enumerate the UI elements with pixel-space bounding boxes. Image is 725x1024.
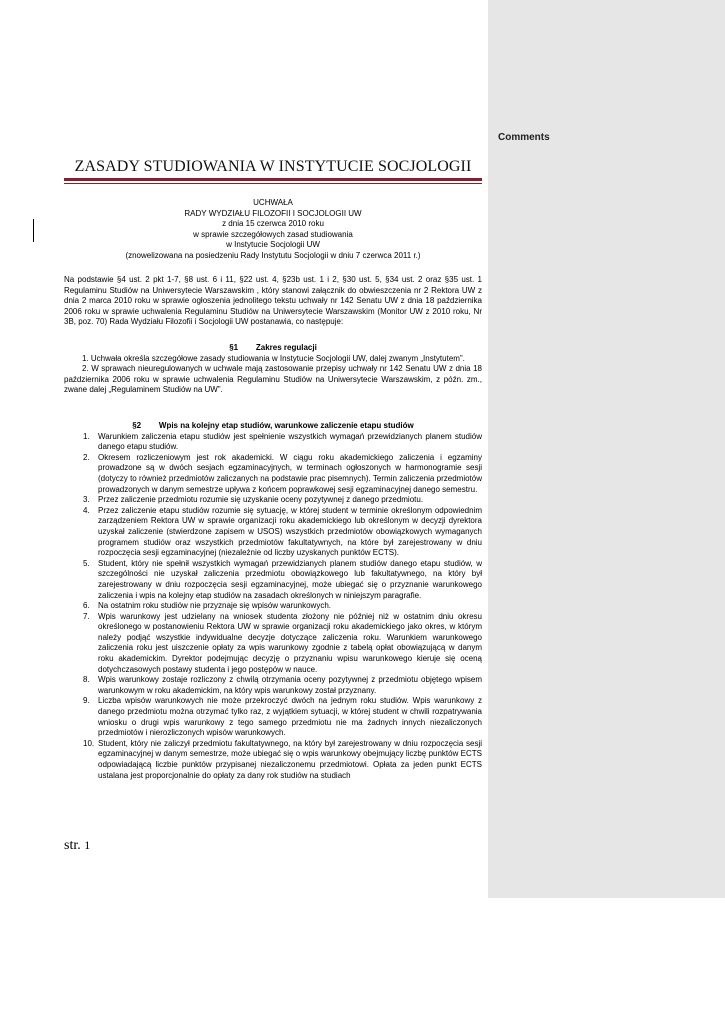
header-line: (znowelizowana na posiedzeniu Rady Instytutu Socjologii w dniu 7 czerwca 2011 r.) (125, 250, 421, 260)
list-item: 4. Przez zaliczenie etapu studiów rozumie się sytuację, w której student w terminie określonym odpowiednim zarządzeniem Rektora UW w sprawie organizacji roku akademickiego lub określonym w decyzji dyrektora uzyskał zaliczenie (stwierdzone zapisem w USOS) wszystkich przedmiotów obowiązkowych wymaganych programem studiów oraz wszystkich przedmiotów fakultatywnych, na które był zarejestrowany w dniu rozpoczęcia sesji egzaminacyjnej (niezależnie od liczby uzyskanych punktów ECTS). (83, 505, 482, 558)
preamble: Na podstawie §4 ust. 2 pkt 1-7, §8 ust. 6 i 11, §22 ust. 4, §23b ust. 1 i 2, §30 ust. 5, §34 ust. 2 oraz §35 ust. 1 Regulaminu Studiów na Uniwersytecie Warszawskim , który stanowi załącznik do obwieszczenia nr 2 Rektora UW z dnia 2 marca 2010 roku w sprawie ogłoszenia jednolitego tekstu uchwały nr 142 Senatu UW z dnia 18 października 2006 roku w sprawie uchwalenia Regulaminu Studiów na Uniwersytecie Warszawskim (Monitor UW z 2010 roku, Nr 3B, poz. 70) Rada Wydziału Filozofii i Socjologii UW postanawia, co następuje: (64, 275, 482, 327)
section-1-paragraph: 1. Uchwała określa szczegółowe zasady studiowania w Instytucie Socjologii UW, dalej zwanym „Instytutem”. (82, 353, 465, 363)
header-line: w sprawie szczegółowych zasad studiowania (193, 229, 353, 239)
header-line: z dnia 15 czerwca 2010 roku (222, 219, 324, 228)
header-line: w Instytucie Socjologii UW (226, 240, 320, 249)
list-item: 1. Warunkiem zaliczenia etapu studiów jest spełnienie wszystkich wymagań przewidzianych planem studiów danego etapu studiów. (83, 431, 482, 452)
title-rule-thick (64, 178, 482, 181)
resolution-header (64, 198, 482, 261)
list-item: 6. Na ostatnim roku studiów nie przyznaje się wpisów warunkowych. (83, 601, 331, 611)
page-number-value: 1 (84, 838, 91, 852)
document-title: ZASADY STUDIOWANIA W INSTYTUCIE SOCJOLOGII (74, 158, 472, 175)
section-2 (64, 421, 482, 781)
section-1 (64, 343, 482, 396)
list-item: 10. Student, który nie zaliczył przedmiotu fakultatywnego, na który był zarejestrowany w dniu rozpoczęcia sesji egzaminacyjnej w danym semestrze, może ubiegać się o wpis warunkowy obejmujący liczbę punktów ECTS odpowiadającą liczbie punktów przypisanej niezaliczonemu przedmiotowi. Opłata za jeden punkt ECTS ustalana jest proporcjonalnie do opłaty za dany rok studiów na studiach (83, 738, 482, 780)
header-line: UCHWAŁA (253, 198, 293, 207)
header-line: RADY WYDZIAŁU FILOZOFII I SOCJOLOGII UW (184, 208, 362, 218)
text-cursor (33, 219, 34, 242)
list-item: 9. Liczba wpisów warunkowych nie może przekroczyć dwóch na jednym roku studiów. Wpis warunkowy z danego przedmiotu można otrzymać tylko raz, z wyjątkiem sytuacji, w której student w chwili rozpatrywania wniosku o drugi wpis warunkowy z tego samego przedmiotu nie ma żadnych innych niezaliczonych przedmiotów i nierozliczonych wpisów warunkowych. (83, 696, 482, 738)
list-item: 3. Przez zaliczenie przedmiotu rozumie się uzyskanie oceny pozytywnej z danego przedmiotu. (83, 495, 424, 505)
page-number (64, 838, 90, 854)
list-item: 2. Okresem rozliczeniowym jest rok akademicki. W ciągu roku akademickiego zaliczenia i egzaminy prowadzone są w dwóch sesjach egzaminacyjnych, w terminach ogłoszonych w harmonogramie sesji (dotyczy to również przedmiotów zaliczanych na podstawie prac pisemnych). Termin zaliczenia przedmiotów prowadzonych w danym semestrze upływa z końcem poprawkowej sesji egzaminacyjnej danego semestru. (83, 452, 482, 494)
section-1-paragraph: 2. W sprawach nieuregulowanych w uchwale mają zastosowanie przepisy uchwały nr 142 Senatu UW z dnia 18 października 2006 roku w sprawie uchwalenia Regulaminu Studiów na Uniwersytecie Warszawskim, z późn. zm., zwane dalej „Regulaminem Studiów na UW”. (64, 364, 482, 395)
list-item: 5. Student, który nie spełnił wszystkich wymagań przewidzianych planem studiów danego etapu studiów, w szczególności nie uzyskał zaliczenia przedmiotu obowiązkowego lub fakultatywnego, na który był zarejestrowany w dniu rozpoczęcia sesji egzaminacyjnej, może ubiegać się o przyznanie warunkowego zaliczenia i wpis na kolejny etap studiów na zasadach określonych w niniejszym paragrafie. (83, 558, 482, 600)
comments-pane-label: Comments (498, 132, 550, 143)
list-item: 8. Wpis warunkowy zostaje rozliczony z chwilą otrzymania oceny pozytywnej z przedmiotu objętego wpisem warunkowym w roku akademickim, na który wpis warunkowy został przyznany. (83, 675, 482, 695)
list-item: 7. Wpis warunkowy jest udzielany na wniosek studenta złożony nie później niż w ostatnim dniu okresu określonego w postanowieniu Rektora UW w sprawie organizacji roku akademickiego jako okres, w którym należy podjąć wszystkie indywidualne decyzje dotyczące zaliczenia roku. Warunkiem warunkowego zaliczenia roku jest uiszczenie opłaty za wpis warunkowy zgodnie z tabelą opłat obowiązującą w danym roku akademickim. Dyrektor podejmując decyzję o przyznaniu wpisu warunkowego kieruje się oceną dotychczasowych postawy studenta i jego postępów w nauce. (83, 611, 482, 674)
section-2-heading: §2 Wpis na kolejny etap studiów, warunkowe zaliczenie etapu studiów (132, 421, 414, 430)
page-label: str. (64, 838, 81, 853)
section-2-list (64, 432, 482, 782)
title-rule-thin (64, 183, 482, 184)
section-1-heading: §1 Zakres regulacji (229, 343, 317, 352)
